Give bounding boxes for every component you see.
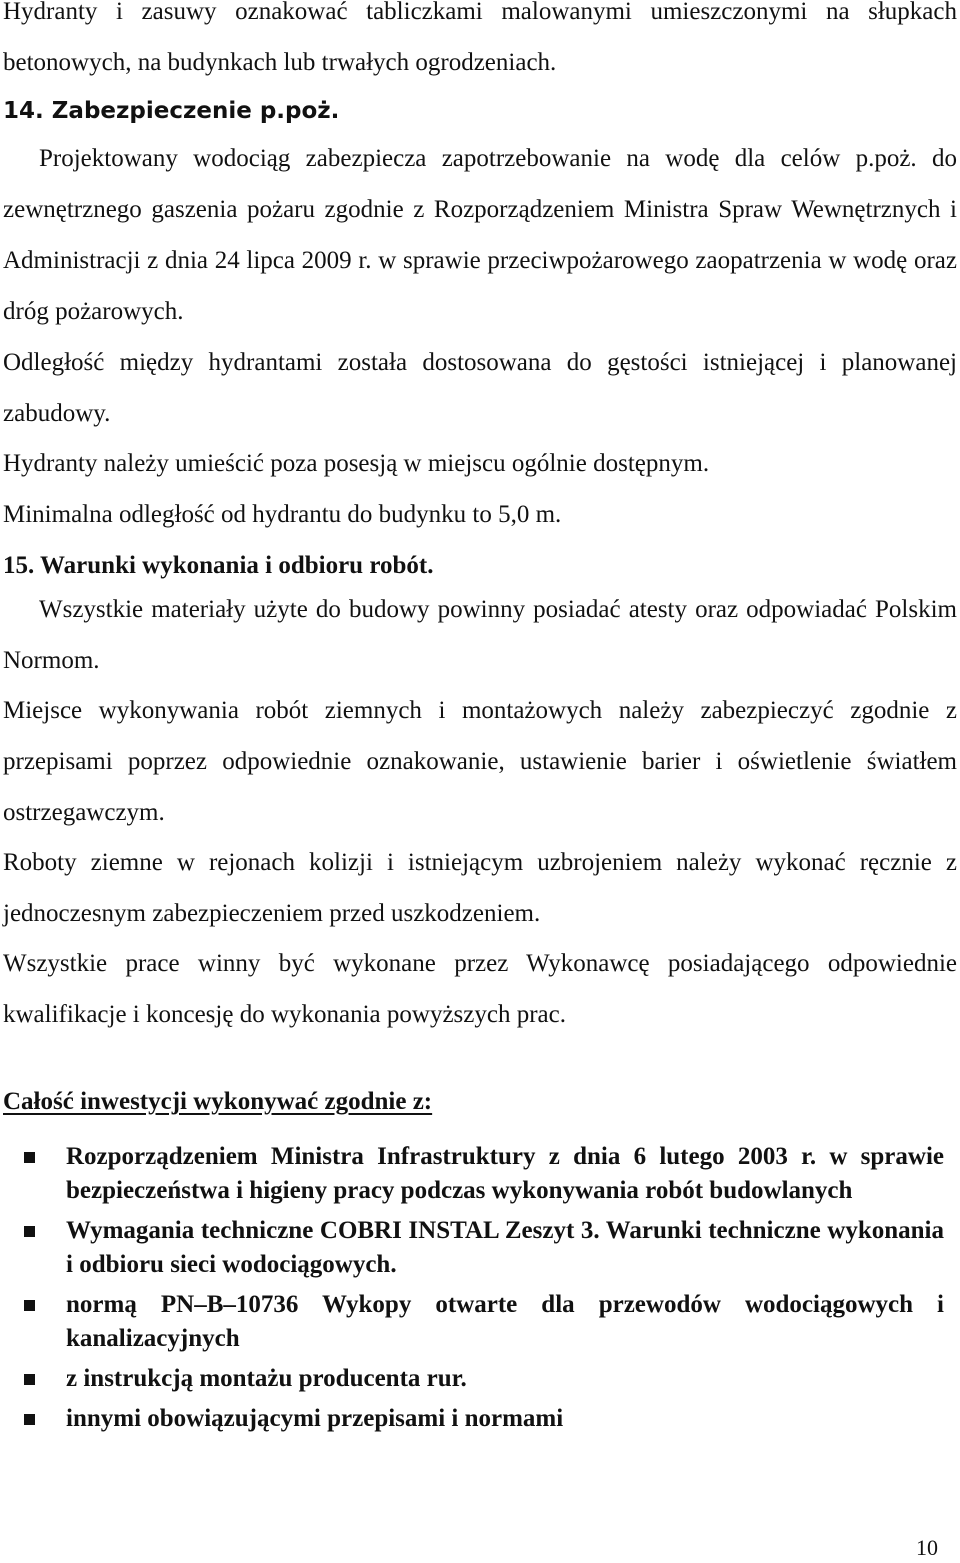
list-item-text: innymi obowiązującymi przepisami i normami <box>66 1405 564 1432</box>
paragraph-hydrant-location: Hydranty należy umieścić poza posesją w miejscu ogólnie dostępnym. <box>3 450 710 477</box>
list-item-text: Rozporządzeniem Ministra Infrastruktury z dnia 6 lutego 2003 r. w sprawie bezpieczeństwa i higieny pracy podczas wykonywania robót budowlanych <box>66 1143 944 1204</box>
list-item-text: normą PN–B–10736 Wykopy otwarte dla przewodów wodociągowych i kanalizacyjnych <box>66 1291 944 1352</box>
paragraph-hydrant-distance: Odległość między hydrantami została dostosowana do gęstości istniejącej i planowanej zabudowy. <box>3 349 957 427</box>
paragraph-fire-protection: Projektowany wodociąg zabezpiecza zapotrzebowanie na wodę dla celów p.poż. do zewnętrznego gaszenia pożaru zgodnie z Rozporządzeniem Ministra Spraw Wewnętrznych i Administracji z dnia 24 lipca 2009 r. w sprawie przeciwpożarowego zaopatrzenia w wodę oraz dróg pożarowych. <box>3 145 957 325</box>
section-heading-14: 14. Zabezpieczenie p.poż. <box>3 98 340 124</box>
paragraph-materials: Wszystkie materiały użyte do budowy powinny posiadać atesty oraz odpowiadać Polskim Normom. <box>3 596 957 674</box>
regulations-heading: Całość inwestycji wykonywać zgodnie z: <box>3 1088 433 1115</box>
regulations-list <box>0 1140 960 1442</box>
list-item <box>0 1362 960 1396</box>
page-number: 10 <box>916 1535 938 1560</box>
paragraph-hydrant-marking: Hydranty i zasuwy oznakować tabliczkami malowanymi umieszczonymi na słupkach betonowych, na budynkach lub trwałych ogrodzeniach. <box>3 0 957 76</box>
paragraph-contractor: Wszystkie prace winny być wykonane przez Wykonawcę posiadającego odpowiednie kwalifikacje i koncesję do wykonania powyższych prac. <box>3 950 957 1028</box>
section-heading-15: 15. Warunki wykonania i odbioru robót. <box>3 552 434 579</box>
list-item <box>0 1288 960 1356</box>
square-bullet-icon <box>24 1374 35 1385</box>
square-bullet-icon <box>24 1226 35 1237</box>
square-bullet-icon <box>24 1152 35 1163</box>
square-bullet-icon <box>24 1414 35 1425</box>
paragraph-earthworks: Roboty ziemne w rejonach kolizji i istniejącym uzbrojeniem należy wykonać ręcznie z jednoczesnym zabezpieczeniem przed uszkodzeniem. <box>3 849 957 927</box>
list-item <box>0 1402 960 1436</box>
list-item-text: z instrukcją montażu producenta rur. <box>66 1365 467 1392</box>
list-item <box>0 1140 960 1208</box>
list-item <box>0 1214 960 1282</box>
list-item-text: Wymagania techniczne COBRI INSTAL Zeszyt 3. Warunki techniczne wykonania i odbioru sieci wodociągowych. <box>66 1217 944 1278</box>
paragraph-min-distance: Minimalna odległość od hydrantu do budynku to 5,0 m. <box>3 501 562 528</box>
paragraph-work-site: Miejsce wykonywania robót ziemnych i montażowych należy zabezpieczyć zgodnie z przepisami poprzez odpowiednie oznakowanie, ustawienie barier i oświetlenie światłem ostrzegawczym. <box>3 697 957 826</box>
square-bullet-icon <box>24 1300 35 1311</box>
